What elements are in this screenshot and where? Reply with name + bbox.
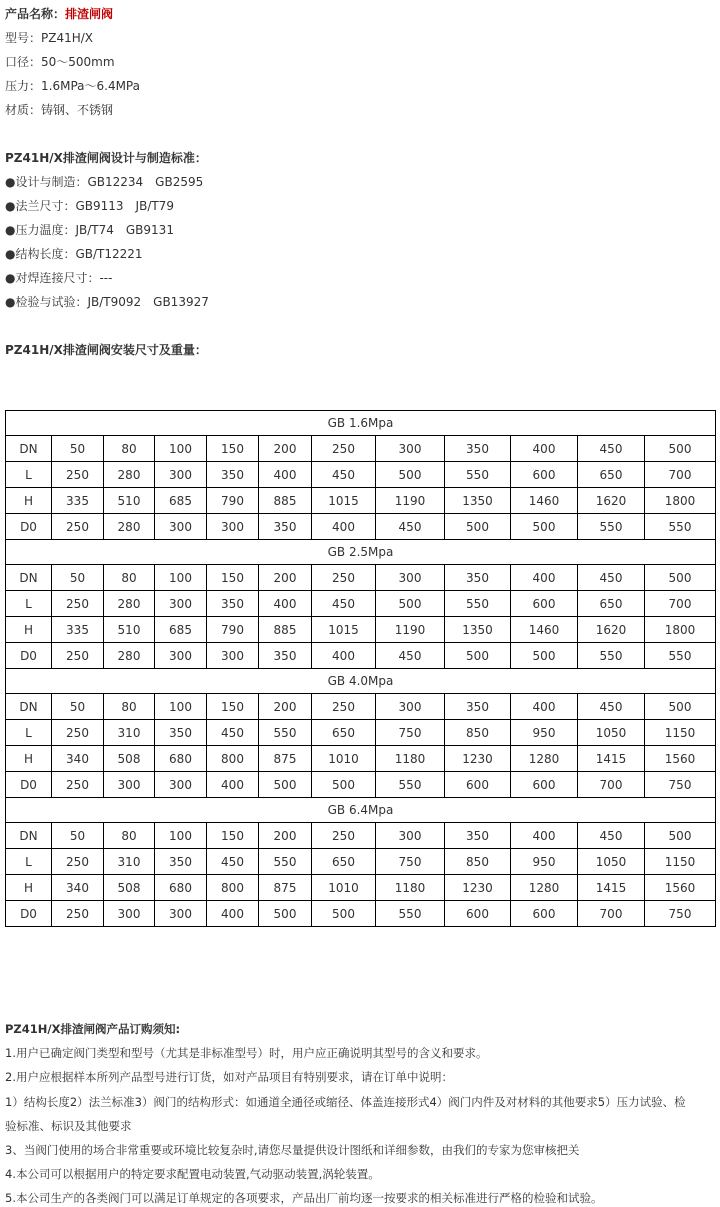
table-cell: 400 xyxy=(511,694,578,720)
table-cell: 50 xyxy=(52,436,104,462)
table-cell: 1280 xyxy=(511,746,578,772)
table-cell: 510 xyxy=(104,488,155,514)
table-cell: 500 xyxy=(312,901,376,927)
table-cell: 300 xyxy=(155,901,207,927)
table-cell: 875 xyxy=(259,746,312,772)
table-cell: 700 xyxy=(645,591,716,617)
table-cell: 300 xyxy=(155,514,207,540)
table-cell: 450 xyxy=(376,643,445,669)
table-cell: 510 xyxy=(104,617,155,643)
table-cell: 500 xyxy=(445,514,511,540)
table-row xyxy=(6,436,716,462)
table-cell: 350 xyxy=(207,462,259,488)
table-cell: 310 xyxy=(104,849,155,875)
row-label: H xyxy=(6,617,52,643)
table-cell: 300 xyxy=(207,643,259,669)
table-cell: 310 xyxy=(104,720,155,746)
pressure-class-title: GB 4.0Mpa xyxy=(6,669,716,694)
table-cell: 1560 xyxy=(645,875,716,901)
table-cell: 1180 xyxy=(376,875,445,901)
table-cell: 400 xyxy=(511,436,578,462)
row-label: DN xyxy=(6,565,52,591)
table-cell: 80 xyxy=(104,565,155,591)
table-cell: 1190 xyxy=(376,488,445,514)
table-cell: 250 xyxy=(312,694,376,720)
table-cell: 600 xyxy=(511,462,578,488)
table-cell: 340 xyxy=(52,875,104,901)
table-cell: 1350 xyxy=(445,488,511,514)
table-row xyxy=(6,875,716,901)
table-cell: 508 xyxy=(104,875,155,901)
table-cell: 950 xyxy=(511,720,578,746)
table-cell: 280 xyxy=(104,462,155,488)
table-cell: 450 xyxy=(207,849,259,875)
table-cell: 350 xyxy=(259,643,312,669)
table-cell: 250 xyxy=(52,772,104,798)
table-cell: 250 xyxy=(52,849,104,875)
table-cell: 100 xyxy=(155,436,207,462)
table-cell: 700 xyxy=(645,462,716,488)
table-cell: 450 xyxy=(312,462,376,488)
table-cell: 550 xyxy=(445,591,511,617)
product-diameter: 口径：50～500mm xyxy=(5,55,115,69)
table-row xyxy=(6,565,716,591)
row-label: D0 xyxy=(6,901,52,927)
table-cell: 200 xyxy=(259,436,312,462)
standard-item: ●法兰尺寸：GB9113 JB/T79 xyxy=(5,199,174,213)
row-label: H xyxy=(6,875,52,901)
table-cell: 150 xyxy=(207,565,259,591)
table-cell: 1350 xyxy=(445,617,511,643)
table-cell: 850 xyxy=(445,849,511,875)
table-cell: 300 xyxy=(376,694,445,720)
table-cell: 500 xyxy=(645,823,716,849)
standard-item: ●对焊连接尺寸：--- xyxy=(5,271,113,285)
table-cell: 1415 xyxy=(578,875,645,901)
table-cell: 500 xyxy=(445,643,511,669)
row-label: D0 xyxy=(6,772,52,798)
dimensions-table xyxy=(5,410,716,927)
row-label: H xyxy=(6,746,52,772)
table-cell: 350 xyxy=(259,514,312,540)
table-cell: 1010 xyxy=(312,746,376,772)
table-cell: 500 xyxy=(511,514,578,540)
table-cell: 500 xyxy=(312,772,376,798)
table-cell: 400 xyxy=(207,901,259,927)
table-cell: 1230 xyxy=(445,746,511,772)
row-label: D0 xyxy=(6,514,52,540)
table-cell: 790 xyxy=(207,617,259,643)
table-cell: 550 xyxy=(445,462,511,488)
pressure-class-title: GB 2.5Mpa xyxy=(6,540,716,565)
pressure-class-row xyxy=(6,798,716,823)
table-cell: 1230 xyxy=(445,875,511,901)
table-cell: 50 xyxy=(52,823,104,849)
table-cell: 340 xyxy=(52,746,104,772)
table-cell: 350 xyxy=(207,591,259,617)
table-cell: 1010 xyxy=(312,875,376,901)
table-cell: 650 xyxy=(312,720,376,746)
table-cell: 600 xyxy=(511,901,578,927)
table-cell: 550 xyxy=(645,514,716,540)
table-cell: 300 xyxy=(155,462,207,488)
table-cell: 500 xyxy=(259,772,312,798)
table-cell: 250 xyxy=(52,643,104,669)
table-cell: 650 xyxy=(578,591,645,617)
row-label: D0 xyxy=(6,643,52,669)
table-cell: 200 xyxy=(259,694,312,720)
table-cell: 450 xyxy=(578,436,645,462)
table-cell: 600 xyxy=(511,772,578,798)
table-cell: 685 xyxy=(155,488,207,514)
product-name-line xyxy=(5,6,113,22)
row-label: H xyxy=(6,488,52,514)
table-cell: 200 xyxy=(259,565,312,591)
table-cell: 350 xyxy=(155,849,207,875)
table-cell: 800 xyxy=(207,875,259,901)
table-cell: 750 xyxy=(376,720,445,746)
table-cell: 500 xyxy=(645,694,716,720)
table-row xyxy=(6,694,716,720)
product-name-value: 排渣闸阀 xyxy=(65,7,114,21)
table-cell: 550 xyxy=(376,901,445,927)
table-cell: 1460 xyxy=(511,488,578,514)
ordering-heading: PZ41H/X排渣闸阀产品订购须知: xyxy=(5,1022,181,1036)
table-cell: 885 xyxy=(259,488,312,514)
table-row xyxy=(6,462,716,488)
table-cell: 1560 xyxy=(645,746,716,772)
table-cell: 500 xyxy=(645,436,716,462)
table-cell: 450 xyxy=(312,591,376,617)
ordering-item: 1）结构长度2）法兰标准3）阀门的结构形式：如通道全通径或缩径、体盖连接形式4）阀门内件及对材料的其他要求5）压力试验、检 xyxy=(5,1095,686,1109)
table-cell: 335 xyxy=(52,488,104,514)
table-cell: 750 xyxy=(645,772,716,798)
table-cell: 400 xyxy=(312,514,376,540)
table-cell: 250 xyxy=(52,514,104,540)
table-cell: 1800 xyxy=(645,488,716,514)
table-row xyxy=(6,488,716,514)
product-material: 材质：铸钢、不锈钢 xyxy=(5,103,114,117)
table-cell: 450 xyxy=(578,694,645,720)
table-cell: 300 xyxy=(104,901,155,927)
table-cell: 680 xyxy=(155,875,207,901)
pressure-class-row xyxy=(6,669,716,694)
table-cell: 1015 xyxy=(312,617,376,643)
table-cell: 790 xyxy=(207,488,259,514)
table-cell: 300 xyxy=(376,565,445,591)
table-row xyxy=(6,849,716,875)
table-cell: 350 xyxy=(445,694,511,720)
table-cell: 300 xyxy=(155,772,207,798)
table-cell: 250 xyxy=(312,823,376,849)
row-label: L xyxy=(6,720,52,746)
table-cell: 550 xyxy=(578,643,645,669)
row-label: L xyxy=(6,849,52,875)
pressure-class-row xyxy=(6,540,716,565)
table-row xyxy=(6,901,716,927)
row-label: L xyxy=(6,591,52,617)
table-cell: 1280 xyxy=(511,875,578,901)
table-cell: 1150 xyxy=(645,849,716,875)
ordering-item: 5.本公司生产的各类阀门可以满足订单规定的各项要求，产品出厂前均逐一按要求的相关标准进行严格的检验和试验。 xyxy=(5,1191,603,1205)
table-cell: 80 xyxy=(104,823,155,849)
table-cell: 250 xyxy=(312,436,376,462)
standards-heading: PZ41H/X排渣闸阀设计与制造标准： xyxy=(5,151,207,165)
dimensions-heading: PZ41H/X排渣闸阀安装尺寸及重量： xyxy=(5,343,207,357)
standard-item: ●设计与制造：GB12234 GB2595 xyxy=(5,175,204,189)
table-row xyxy=(6,772,716,798)
table-cell: 950 xyxy=(511,849,578,875)
row-label: DN xyxy=(6,694,52,720)
table-cell: 350 xyxy=(155,720,207,746)
table-cell: 885 xyxy=(259,617,312,643)
table-cell: 280 xyxy=(104,591,155,617)
table-row xyxy=(6,591,716,617)
table-row xyxy=(6,823,716,849)
table-cell: 200 xyxy=(259,823,312,849)
table-cell: 280 xyxy=(104,514,155,540)
product-name-label: 产品名称： xyxy=(5,7,66,21)
table-row xyxy=(6,643,716,669)
table-cell: 400 xyxy=(207,772,259,798)
table-cell: 300 xyxy=(376,436,445,462)
product-pressure: 压力：1.6MPa～6.4MPa xyxy=(5,79,140,93)
table-cell: 250 xyxy=(312,565,376,591)
table-cell: 300 xyxy=(376,823,445,849)
table-cell: 500 xyxy=(645,565,716,591)
table-cell: 450 xyxy=(376,514,445,540)
pressure-class-title: GB 6.4Mpa xyxy=(6,798,716,823)
table-cell: 150 xyxy=(207,694,259,720)
table-cell: 600 xyxy=(445,772,511,798)
table-cell: 150 xyxy=(207,823,259,849)
table-cell: 1050 xyxy=(578,849,645,875)
standard-item: ●检验与试验：JB/T9092 GB13927 xyxy=(5,295,209,309)
table-cell: 600 xyxy=(511,591,578,617)
table-cell: 280 xyxy=(104,643,155,669)
table-cell: 850 xyxy=(445,720,511,746)
ordering-item: 验标准、标识及其他要求 xyxy=(5,1119,132,1133)
table-cell: 500 xyxy=(376,462,445,488)
table-cell: 100 xyxy=(155,694,207,720)
table-cell: 508 xyxy=(104,746,155,772)
table-cell: 400 xyxy=(511,565,578,591)
row-label: DN xyxy=(6,436,52,462)
table-row xyxy=(6,617,716,643)
row-label: DN xyxy=(6,823,52,849)
table-cell: 100 xyxy=(155,823,207,849)
table-cell: 350 xyxy=(445,565,511,591)
table-cell: 600 xyxy=(445,901,511,927)
table-cell: 1620 xyxy=(578,617,645,643)
table-cell: 400 xyxy=(312,643,376,669)
table-row xyxy=(6,720,716,746)
table-cell: 80 xyxy=(104,436,155,462)
table-cell: 350 xyxy=(445,436,511,462)
table-cell: 250 xyxy=(52,720,104,746)
table-cell: 350 xyxy=(445,823,511,849)
table-cell: 550 xyxy=(578,514,645,540)
table-cell: 1190 xyxy=(376,617,445,643)
table-cell: 550 xyxy=(645,643,716,669)
table-cell: 685 xyxy=(155,617,207,643)
table-cell: 750 xyxy=(376,849,445,875)
ordering-item: 2.用户应根据样本所列产品型号进行订货，如对产品项目有特别要求，请在订单中说明： xyxy=(5,1070,453,1084)
table-cell: 550 xyxy=(259,849,312,875)
table-cell: 450 xyxy=(578,823,645,849)
table-cell: 1460 xyxy=(511,617,578,643)
table-cell: 400 xyxy=(511,823,578,849)
table-cell: 550 xyxy=(259,720,312,746)
ordering-item: 1.用户已确定阀门类型和型号（尤其是非标准型号）时，用户应正确说明其型号的含义和要求。 xyxy=(5,1046,488,1060)
table-cell: 400 xyxy=(259,591,312,617)
pressure-class-title: GB 1.6Mpa xyxy=(6,411,716,436)
table-cell: 450 xyxy=(207,720,259,746)
table-cell: 450 xyxy=(578,565,645,591)
table-cell: 500 xyxy=(376,591,445,617)
ordering-item: 3、当阀门使用的场合非常重要或环境比较复杂时,请您尽量提供设计图纸和详细参数，由我们的专家为您审核把关 xyxy=(5,1143,580,1157)
table-cell: 1015 xyxy=(312,488,376,514)
table-cell: 1150 xyxy=(645,720,716,746)
table-cell: 250 xyxy=(52,901,104,927)
table-cell: 50 xyxy=(52,694,104,720)
table-cell: 875 xyxy=(259,875,312,901)
table-cell: 1800 xyxy=(645,617,716,643)
standard-item: ●压力温度：JB/T74 GB9131 xyxy=(5,223,174,237)
ordering-item: 4.本公司可以根据用户的特定要求配置电动装置,气动驱动装置,涡轮装置。 xyxy=(5,1167,380,1181)
table-cell: 50 xyxy=(52,565,104,591)
table-cell: 250 xyxy=(52,591,104,617)
standard-item: ●结构长度：GB/T12221 xyxy=(5,247,143,261)
table-cell: 335 xyxy=(52,617,104,643)
table-cell: 400 xyxy=(259,462,312,488)
table-cell: 750 xyxy=(645,901,716,927)
table-cell: 650 xyxy=(578,462,645,488)
table-cell: 1415 xyxy=(578,746,645,772)
pressure-class-row xyxy=(6,411,716,436)
table-cell: 300 xyxy=(155,643,207,669)
table-cell: 80 xyxy=(104,694,155,720)
table-row xyxy=(6,514,716,540)
table-cell: 1180 xyxy=(376,746,445,772)
table-cell: 150 xyxy=(207,436,259,462)
table-cell: 250 xyxy=(52,462,104,488)
table-cell: 700 xyxy=(578,901,645,927)
table-cell: 500 xyxy=(511,643,578,669)
table-cell: 550 xyxy=(376,772,445,798)
table-cell: 100 xyxy=(155,565,207,591)
table-cell: 1050 xyxy=(578,720,645,746)
table-cell: 680 xyxy=(155,746,207,772)
table-cell: 650 xyxy=(312,849,376,875)
table-row xyxy=(6,746,716,772)
product-model: 型号：PZ41H/X xyxy=(5,31,94,45)
table-cell: 300 xyxy=(207,514,259,540)
table-cell: 1620 xyxy=(578,488,645,514)
table-cell: 300 xyxy=(104,772,155,798)
row-label: L xyxy=(6,462,52,488)
table-cell: 800 xyxy=(207,746,259,772)
table-cell: 300 xyxy=(155,591,207,617)
table-cell: 700 xyxy=(578,772,645,798)
table-cell: 500 xyxy=(259,901,312,927)
